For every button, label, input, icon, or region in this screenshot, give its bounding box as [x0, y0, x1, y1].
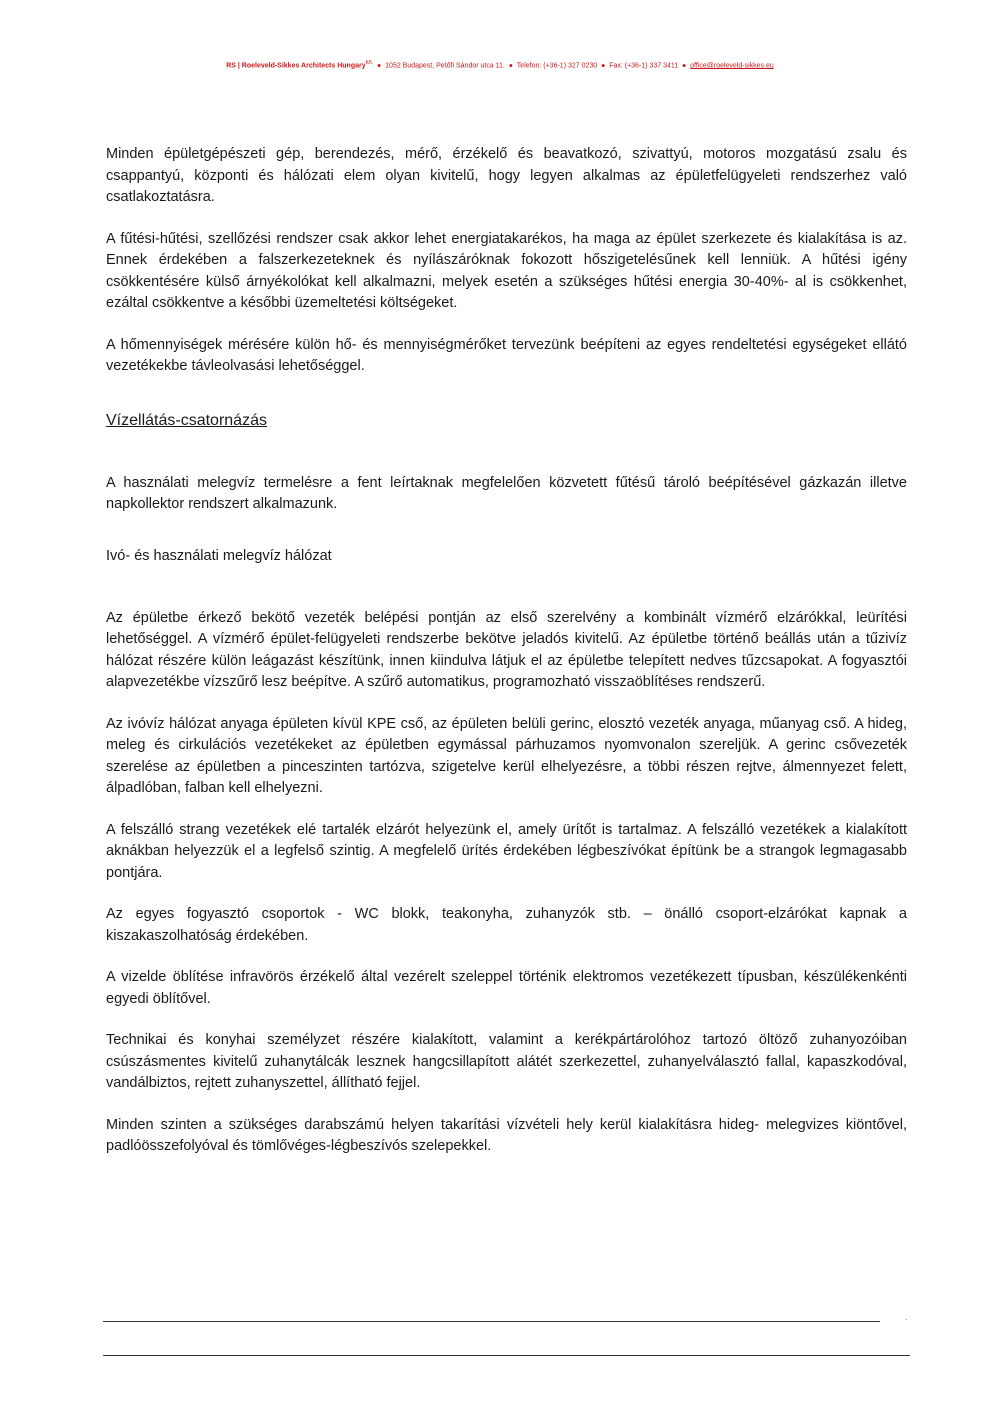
section-title: Vízellátás-csatornázás — [106, 411, 267, 429]
document-body — [106, 144, 907, 1178]
firm-address: 1052 Budapest, Petőfi Sándor utca 11. — [385, 62, 505, 70]
footer-mark: . — [905, 1313, 908, 1322]
footer-rule-top — [103, 1321, 880, 1322]
paragraph: A vizelde öblítése infravörös érzékelő által vezérelt szeleppel történik elektromos vezetékezett típusban, készülékenkénti egyedi öblítővel. — [106, 969, 907, 1007]
firm-phone: Telefon: (+36-1) 327 0230 — [516, 62, 598, 70]
paragraph: A fűtési-hűtési, szellőzési rendszer csak akkor lehet energiatakarékos, ha maga az épület szerkezete és kialakítása is az. Ennek érdekében a falszerkezeteknek és nyílászáróknak fokozott hőszigetelésűnek kell lenniük. A hűtési igény csökkentésére külső árnyékolókat kell alkalmazni, melyek esetén a szükséges hűtési energia 30-40%- al is csökkenhet, ezáltal csökkentve a későbbi üzemeltetési költségeket. — [106, 230, 907, 311]
paragraph: A hőmennyiségek mérésére külön hő- és mennyiségmérőket tervezünk beépíteni az egyes rendeltetési egységeket ellátó vezetékekbe távleolvasási lehetőséggel. — [106, 336, 907, 374]
paragraph: A felszálló strang vezetékek elé tartalék elzárót helyezünk el, amely ürítőt is tartalmaz. A felszálló vezetékek a kialakított aknákban helyezzük el a legfelső szintig. A megfelelő ürítés érdekében légbeszívókat építünk be a strangok legmagasabb pontjára. — [106, 821, 907, 881]
paragraph: Technikai és konyhai személyzet részére kialakított, valamint a kerékpártárolóhoz tartozó öltöző zuhanyozóiban csúszásmentes kivitelű zuhanytálcák lesznek hangcsillapított alátét szerkezettel, zuhanyelválasztó fallal, kapaszkodóval, vandálbiztos, rejtett zuhanyszettel, állítható fejjel. — [106, 1032, 907, 1091]
separator-bullet: ● — [377, 62, 382, 70]
separator-bullet: ● — [508, 62, 514, 70]
intro-paragraph: A használati melegvíz termelésre a fent leírtaknak megfelelően közvetett fűtésű tároló beépítésével gázkazán illetve napkollektor rendszert alkalmazunk. — [106, 474, 907, 512]
subheading: Ivó- és használati melegvíz hálózat — [106, 547, 332, 564]
paragraph: Minden épületgépészeti gép, berendezés, mérő, érzékelő és beavatkozó, szivattyú, motoros mozgatású zsalu és csappantyú, központi és hálózati elem olyan kivitelű, hogy legyen alkalmas az épületfelügyeleti rendszerhez való csatlakoztatásra. — [106, 146, 907, 205]
firm-email-link[interactable]: office@roeleveld-sikkes.eu — [690, 62, 774, 70]
footer-rule-bottom — [103, 1355, 910, 1356]
letterhead — [0, 60, 1000, 69]
firm-fax: Fax: (+36-1) 337 3411 — [609, 62, 679, 70]
separator-bullet: ● — [682, 62, 687, 70]
paragraph: Az ivóvíz hálózat anyaga épületen kívül KPE cső, az épületen belüli gerinc, elosztó vezeték anyaga, műanyag cső. A hideg, meleg és cirkulációs vezetékeket az épületben egymással párhuzamos nyomvonalon szereljük. A gerinc csővezeték szerelése az épületben a pinceszinten tartózva, szigetelve kerül elhelyezésre, a többi részen rejtve, álmennyezet felett, álpadlóban, falban kell elhelyezni. — [106, 715, 907, 796]
paragraph: Minden szinten a szükséges darabszámú helyen takarítási vízvételi hely kerül kialakításra hideg- melegvizes kiöntővel, padlóösszefolyóval és tömlővéges-légbeszívós szelepekkel. — [106, 1116, 907, 1154]
firm-suffix: Kft. — [365, 60, 374, 66]
firm-name: RS | Roeleveld-Sikkes Architects Hungary — [226, 62, 366, 70]
paragraph: Az egyes fogyasztó csoportok - WC blokk, teakonyha, zuhanyzók stb. – önálló csoport-elzárókat kapnak a kiszakaszolhatóság érdekében. — [106, 906, 907, 944]
paragraph: Az épületbe érkező bekötő vezeték belépési pontján az első szerelvény a kombinált vízmérő elzárókkal, leürítési lehetőséggel. A vízmérő épület-felügyeleti rendszerbe bekötve jeladós kivitelű. Az épületbe történő beállás után a tűzivíz hálózat részére külön leágazást készítünk, innen kiindulva látjuk el az épületbe telepített nedves tűzcsapokat. A fogyasztói alapvezetékbe vízszűrő lesz beépítve. A szűrő automatikus, programozható visszaöblítéses rendszerű. — [106, 609, 907, 690]
separator-bullet: ● — [601, 62, 606, 70]
